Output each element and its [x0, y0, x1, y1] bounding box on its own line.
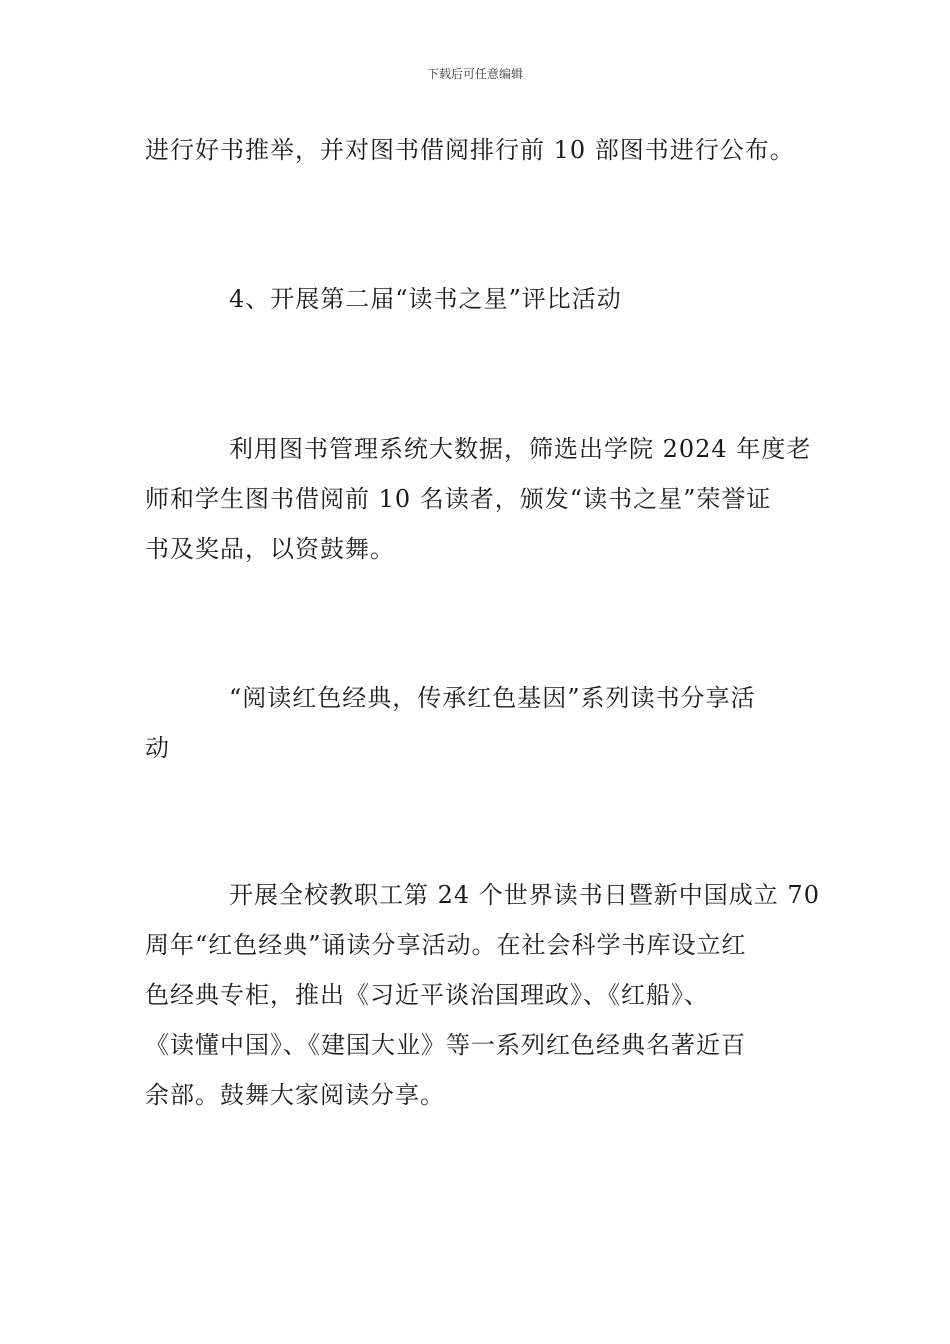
text-line: 师和学生图书借阅前 10 名读者，颁发“读书之星”荣誉证: [145, 485, 772, 513]
text-line: 色经典专柜，推出《习近平谈治国理政》、《红船》、: [145, 981, 709, 1009]
heading-red-classics: [145, 673, 807, 773]
header-note: 下载后可任意编辑: [426, 67, 523, 81]
text-line: 余部。鼓舞大家阅读分享。: [145, 1081, 445, 1109]
text-line: 4、开展第二届“读书之星”评比活动: [229, 285, 622, 313]
paragraph-recommend: [145, 125, 807, 175]
text-line: 动: [145, 734, 170, 762]
text-line: 开展全校教职工第 24 个世界读书日暨新中国成立 70: [229, 881, 820, 909]
text-line: 书及奖品，以资鼓舞。: [145, 535, 395, 563]
text-line: 进行好书推举，并对图书借阅排行前 10 部图书进行公布。: [145, 136, 795, 164]
heading-reading-star: [145, 274, 807, 324]
text-line: 《读懂中国》、《建国大业》等一系列红色经典名著近百: [145, 1031, 746, 1059]
text-line: “阅读红色经典，传承红色基因”系列读书分享活: [229, 684, 756, 712]
paragraph-world-book-day: [145, 870, 820, 1120]
text-line: 利用图书管理系统大数据，筛选出学院 2024 年度老: [229, 435, 812, 463]
paragraph-big-data: [145, 424, 812, 574]
text-line: 周年“红色经典”诵读分享活动。在社会科学书库设立红: [145, 931, 747, 959]
